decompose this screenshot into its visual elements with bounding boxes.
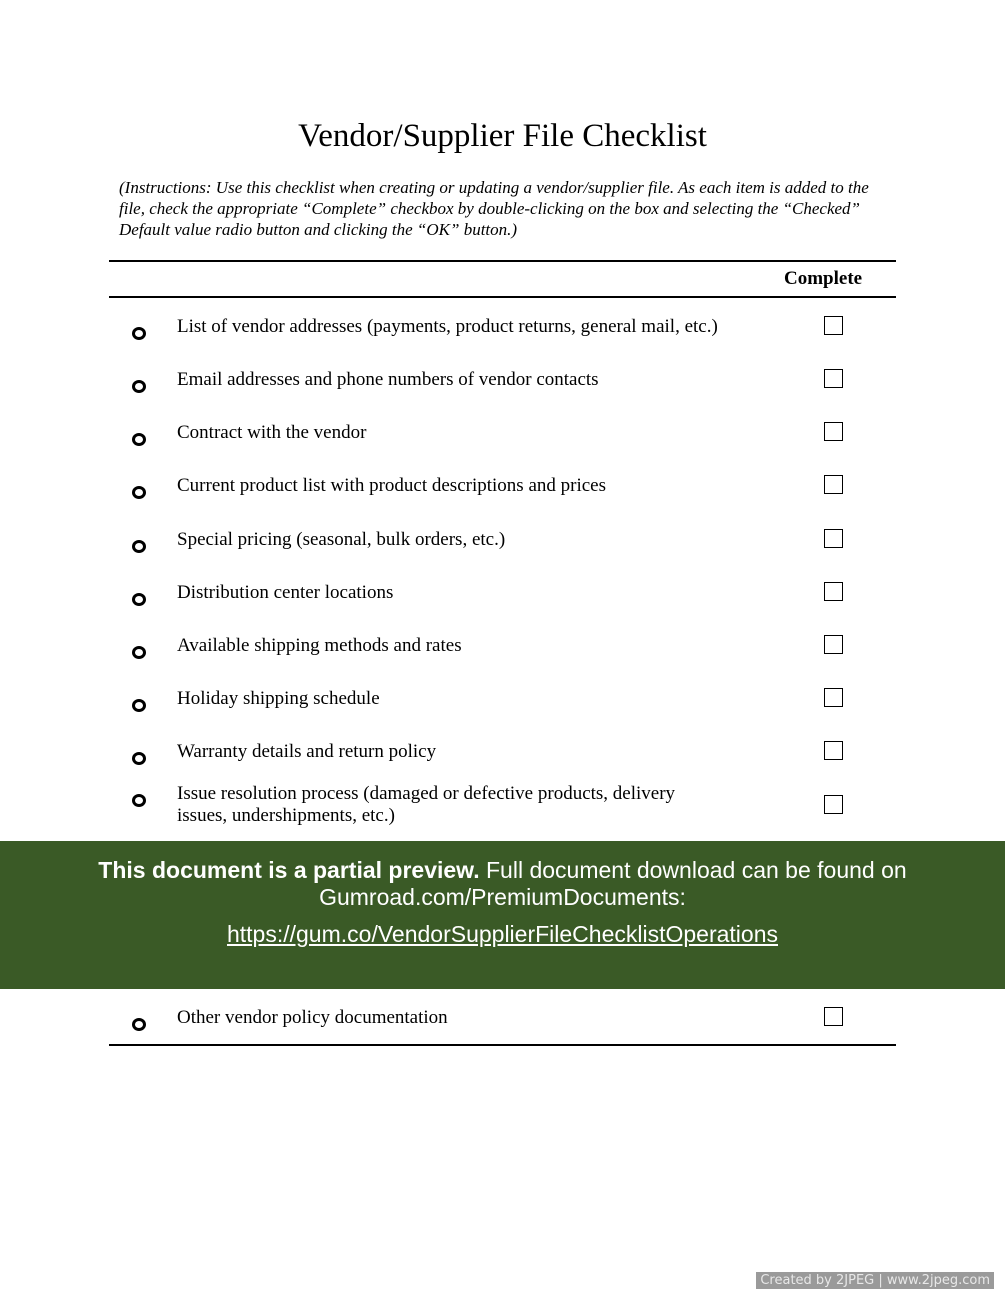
complete-checkbox[interactable] — [824, 529, 843, 548]
bullet-icon — [132, 327, 146, 340]
checklist-item-label: Holiday shipping schedule — [177, 688, 380, 709]
banner-bold-text: This document is a partial preview. — [98, 857, 480, 883]
download-link[interactable]: https://gum.co/VendorSupplierFileChecklistOperations — [226, 921, 778, 947]
complete-checkbox[interactable] — [824, 795, 843, 814]
checklist-item — [0, 529, 1005, 577]
complete-checkbox[interactable] — [824, 475, 843, 494]
instructions-text: (Instructions: Use this checklist when creating or updating a vendor/supplier file. As each item is added to the file, check the appropriate “Complete” checkbox by double-clicking on the box and selecting the “Checked” Default value radio button and clicking the “OK” button.) — [119, 178, 869, 239]
document-title: Vendor/Supplier File Checklist — [298, 118, 707, 154]
checklist-item — [0, 475, 1005, 523]
complete-column-header: Complete — [784, 268, 863, 289]
checklist-item-label: Available shipping methods and rates — [177, 635, 462, 656]
checklist-item-label: List of vendor addresses (payments, product returns, general mail, etc.) — [177, 316, 718, 337]
checklist-item-label: Other vendor policy documentation — [177, 1007, 448, 1028]
bullet-icon — [132, 646, 146, 659]
complete-checkbox[interactable] — [824, 741, 843, 760]
table-bottom-rule — [109, 1044, 896, 1046]
table-header-rule — [109, 296, 896, 298]
checklist-item — [0, 316, 1005, 364]
complete-checkbox[interactable] — [824, 582, 843, 601]
bullet-icon — [132, 486, 146, 499]
checklist-item — [0, 783, 1005, 839]
bullet-icon — [132, 380, 146, 393]
bullet-icon — [132, 1018, 146, 1031]
bullet-icon — [132, 699, 146, 712]
checklist-item-label: Warranty details and return policy — [177, 741, 437, 762]
bullet-icon — [132, 433, 146, 446]
banner-text: Full document download can be found on Gumroad.com/PremiumDocuments: — [319, 857, 907, 910]
checklist-item — [0, 635, 1005, 683]
banner-message — [40, 857, 965, 911]
watermark-label: Created by 2JPEG | www.2jpeg.com — [756, 1272, 994, 1289]
table-top-rule — [109, 260, 896, 262]
checklist-item-label: Contract with the vendor — [177, 422, 367, 443]
complete-checkbox[interactable] — [824, 688, 843, 707]
checklist-item-label: Email addresses and phone numbers of vendor contacts — [177, 369, 599, 390]
checklist-item — [0, 369, 1005, 417]
bullet-icon — [132, 752, 146, 765]
bullet-icon — [132, 794, 146, 807]
complete-checkbox[interactable] — [824, 316, 843, 335]
checklist-item — [0, 422, 1005, 470]
complete-checkbox[interactable] — [824, 635, 843, 654]
checklist-item-label: Issue resolution process (damaged or defective products, delivery issues, undershipments, etc.) — [177, 783, 676, 826]
complete-checkbox[interactable] — [824, 422, 843, 441]
checklist-item — [0, 582, 1005, 630]
complete-checkbox[interactable] — [824, 369, 843, 388]
checklist-item-label: Special pricing (seasonal, bulk orders, etc.) — [177, 529, 506, 550]
checklist-item-label: Current product list with product descriptions and prices — [177, 475, 606, 496]
checklist-item — [0, 1007, 1005, 1055]
bullet-icon — [132, 540, 146, 553]
bullet-icon — [132, 593, 146, 606]
complete-checkbox[interactable] — [824, 1007, 843, 1026]
preview-banner — [0, 841, 1005, 989]
checklist-item-label: Distribution center locations — [177, 582, 394, 603]
checklist-item — [0, 688, 1005, 736]
